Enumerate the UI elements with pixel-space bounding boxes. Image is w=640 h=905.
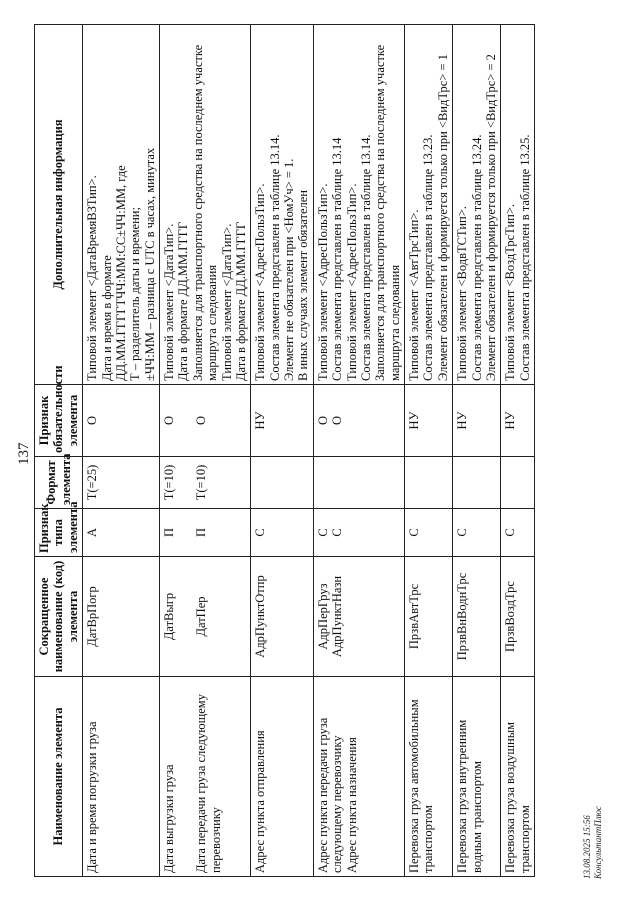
cell-format-group (160, 457, 251, 509)
table-row (453, 25, 501, 877)
cell-type-group (313, 509, 404, 557)
cell-name: Адрес пункта отправления (251, 677, 314, 877)
cell-name-group (313, 677, 404, 877)
info-line: Типовой элемент <АдресПользТип>. (315, 183, 330, 381)
cell-format: T(=10) (194, 464, 209, 501)
info-line: Состав элемента представлен в таблице 13.14 (330, 137, 345, 381)
table-header-row (35, 25, 83, 877)
info-line: Заполняется для транспортного средства на последнем участке маршрута следования (373, 44, 402, 381)
cell-required: НУ (405, 385, 453, 457)
cell-code: АдрПунктОтпр (251, 557, 314, 677)
info-line: Типовой элемент <ВодвТСТип>. (455, 206, 470, 381)
print-timestamp: 13.08.2025 15:56 (582, 815, 592, 879)
info-line: Т – разделитель даты и времени; (128, 207, 143, 381)
header-additional-info: Дополнительная информация (35, 25, 83, 385)
cell-type: А (83, 509, 160, 557)
info-line: Типовой элемент <АдресПользТип>. (344, 183, 359, 381)
cell-required-group (160, 385, 251, 457)
header-element-required: Признак обязательности элемента (35, 385, 83, 457)
info-line: Заполняется для транспортного средства на последнем участке маршрута следования (190, 44, 220, 381)
cell-info (405, 25, 453, 385)
cell-required-group (313, 385, 404, 457)
cell-format: T(=25) (83, 457, 160, 509)
header-element-code: Сокращенное наименование (код) элемента (35, 557, 83, 677)
cell-required: О (194, 415, 209, 426)
cell-format (501, 457, 535, 509)
cell-type: С (453, 509, 501, 557)
print-source: КонсультантПлюс (592, 806, 603, 879)
info-line: Дата в формате ДД.ММ.ГГГГ (176, 221, 191, 381)
info-line: Состав элемента представлен в таблице 13.14. (267, 134, 282, 381)
info-line: Дата в формате ДД.ММ.ГГГГ (233, 221, 248, 381)
cell-code: АдрПерГруз (315, 583, 330, 650)
cell-name-group (160, 677, 251, 877)
cell-required: НУ (501, 385, 535, 457)
header-element-type: Признак типа элемента (35, 509, 83, 557)
elements-table (34, 24, 535, 877)
cell-info (453, 25, 501, 385)
cell-required: О (83, 385, 160, 457)
cell-code: ПрзвВнВоднТрс (453, 557, 501, 677)
page-number: 137 (16, 442, 32, 465)
info-line: Типовой элемент <ДатаВремяВЗТип>. (85, 175, 100, 381)
table-row (313, 25, 404, 877)
table-row (160, 25, 251, 877)
cell-type: С (330, 528, 345, 537)
info-line: Элемент обязателен и формируется только при <ВидТрс> = 1 (435, 54, 450, 381)
cell-name: Адрес пункта назначения (344, 737, 359, 873)
cell-info (251, 25, 314, 385)
cell-format (405, 457, 453, 509)
info-line: Элемент не обязателен при <НомУч> = 1. (282, 158, 296, 381)
table-row (251, 25, 314, 877)
info-line: В иных случаях элемент обязателен (296, 190, 311, 381)
cell-type-group (160, 509, 251, 557)
info-line: Типовой элемент <ДатаТип>. (162, 223, 176, 381)
info-line: Типовой элемент <АдресПользТип>. (253, 183, 268, 381)
cell-required: НУ (251, 385, 314, 457)
cell-code-group (313, 557, 404, 677)
cell-info (83, 25, 160, 385)
info-line: Типовой элемент <ДатаТип>. (219, 223, 234, 381)
cell-format (251, 457, 314, 509)
cell-required: О (330, 415, 345, 426)
cell-code: ДатВрПогр (83, 557, 160, 677)
info-line: ДД.ММ.ГГГГТЧЧ:ММ:СС±ЧЧ:ММ, где (113, 165, 128, 381)
cell-format-group (313, 457, 404, 509)
cell-code: ДатПер (194, 596, 209, 637)
info-line: ±ЧЧ:ММ – разница с UTC в часах, минутах (142, 147, 157, 381)
table-row (405, 25, 453, 877)
header-element-name: Наименование элемента (35, 677, 83, 877)
cell-format: T(=10) (162, 464, 176, 501)
cell-info-group (313, 25, 404, 385)
cell-required: НУ (453, 385, 501, 457)
info-line: Состав элемента представлен в таблице 13.14. (358, 134, 373, 381)
cell-info (501, 25, 535, 385)
info-line: Состав элемента представлен в таблице 13.25. (517, 134, 532, 381)
cell-code-group (160, 557, 251, 677)
table-row (501, 25, 535, 877)
cell-format (453, 457, 501, 509)
print-stamp (582, 806, 604, 879)
cell-type: С (501, 509, 535, 557)
cell-name: Перевозка груза автомобильным транспортом (405, 677, 453, 877)
table-row (83, 25, 160, 877)
cell-type: П (162, 527, 176, 538)
cell-name: Перевозка груза воздушным транспортом (501, 677, 535, 877)
info-line: Типовой элемент <АвтТрсТип>. (407, 209, 421, 381)
cell-code: ПрзвВоздТрс (501, 557, 535, 677)
cell-name: Адрес пункта передачи груза следующему перевозчику (315, 717, 345, 873)
cell-info-group (160, 25, 251, 385)
info-line: Элемент обязателен и формируется только при <ВидТрс> = 2 (483, 54, 498, 381)
cell-type: С (405, 509, 453, 557)
cell-code: ДатВыгр (162, 592, 176, 641)
header-element-format: Формат элемента (35, 457, 83, 509)
cell-name: Перевозка груза внутренним водным транспортом (453, 677, 501, 877)
cell-code: ПрзвАвтТрс (405, 557, 453, 677)
cell-type: С (251, 509, 314, 557)
cell-name: Дата и время погрузки груза (83, 677, 160, 877)
cell-type: С (315, 528, 330, 537)
cell-type: П (194, 527, 209, 538)
cell-name: Дата выгрузки груза (162, 764, 176, 873)
info-line: Дата и время в формате (99, 255, 114, 381)
info-line: Состав элемента представлен в таблице 13.24. (469, 134, 484, 381)
cell-required: О (315, 415, 330, 426)
info-line: Состав элемента представлен в таблице 13.23. (421, 134, 436, 381)
info-line: Типовой элемент <ВоздТрсТип>. (503, 203, 518, 381)
cell-name: Дата передачи груза следующему перевозчику (194, 694, 223, 873)
cell-required: О (162, 415, 176, 426)
cell-code: АдрПунктНазн (330, 575, 345, 658)
